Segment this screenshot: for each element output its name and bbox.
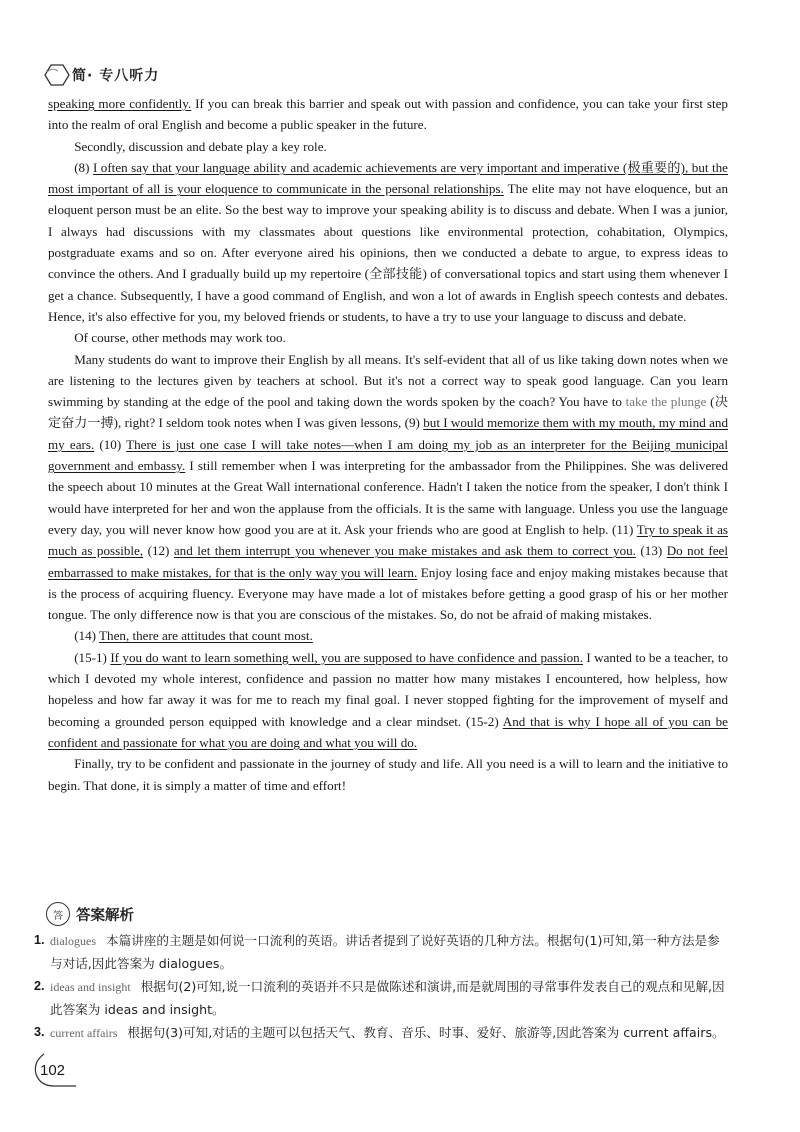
sentence-number: (12) (143, 543, 174, 559)
answer-item (34, 976, 732, 1020)
underlined-sentence: Then, there are attitudes that count most. (99, 628, 313, 644)
answer-body (50, 1022, 725, 1045)
sentence-number: (10) (94, 436, 127, 452)
paragraph-text: Many students do want to improve their English by all means. It's self-evident that all of us like taking down notes when we are listening to the lectures given by teachers at school. But it's not a correct way to speak good language. Can you learn swimming by standing at the edge of the pool and taking down the words spoken by the coach? You have to (48, 351, 728, 410)
paragraph-text: Secondly, discussion and debate play a key role. (74, 138, 327, 154)
paragraph-4 (48, 327, 728, 348)
paragraph-text: The elite may not have eloquence, but an eloquent person must be an elite. So the best way to improve your speaking ability is to discuss and debate. When I was a junior, I always had discussions with my classmates about questions like environmental protection, cohabitation, Olympics, postgraduate exams and so on. After everyone aired his opinions, then we conducted a debate to argue, to express ideas to convince the others. And I gradually build up my repertoire (全部技能) of conversational topics and start using them whenever I get a chance. Subsequently, I have a good command of English, and won a lot of awards in English speech contests and debates. Hence, it's also effective for you, my beloved friends or students, to have a try to use your language to discuss and debate. (48, 181, 728, 324)
paragraph-5 (48, 349, 728, 626)
answer-item (34, 1022, 732, 1045)
answer-body (50, 976, 732, 1020)
paragraph-1 (48, 93, 728, 136)
paragraph-6 (48, 625, 728, 646)
sentence-number: (8) (74, 159, 93, 175)
paragraph-text: If you can break this barrier and speak out with passion and confidence, you can take your first step into the realm of oral English and become a public speaker in the future. (48, 96, 728, 133)
sentence-number: (13) (635, 543, 667, 559)
answer-key: dialogues (50, 934, 96, 948)
paragraph-8 (48, 753, 728, 796)
answer-key: ideas and insight (50, 980, 131, 994)
paragraph-text: I still remember when I was interpreting for the ambassador from the Philippines. She was delivered the speech about 10 minutes at the Great Wall international conference. Hadn't I taken the notice from the speaker, I don't think I would have interpreted for her and won the applause from the officials. It is the same with language. Unless you use the language every day, you will never know how good you are at it. Ask your friends who are good at English to help. (11) (48, 458, 728, 537)
book-logo-icon (44, 63, 70, 87)
answer-section-title: 答案解析 (76, 907, 134, 924)
underlined-sentence: and let them interrupt you whenever you make mistakes and ask them to correct you. (173, 543, 636, 559)
answer-explanation: 根据句(2)可知,说一口流利的英语并不只是做陈述和演讲,而是就周围的寻常事件发表自己的观点和见解,因此答案为 ideas and insight。 (50, 979, 725, 1017)
answer-key: current affairs (50, 1026, 118, 1040)
answer-body (50, 930, 732, 974)
answer-explanation: 本篇讲座的主题是如何说一口流利的英语。讲话者提到了说好英语的几种方法。根据句(1)可知,第一种方法是参与对话,因此答案为 dialogues。 (50, 933, 720, 971)
page-number-text: 102 (40, 1062, 66, 1079)
paragraph-2 (48, 136, 728, 157)
answer-item (34, 930, 732, 974)
underlined-sentence: Do not feel embarrassed to make mistakes, for that is the only way you will learn. (48, 543, 728, 580)
underlined-sentence: Try to speak it as much as possible, (48, 521, 728, 559)
header-brand: 简 (72, 68, 87, 84)
underlined-sentence: And that is why I hope all of you can be confident and passionate for what you are doing and what you will do. (48, 713, 728, 750)
answer-number: 2. (34, 979, 45, 993)
paragraph-text: I wanted to be a teacher, to which I devoted my whole interest, confidence and passion no matter how many mistakes I encountered, how helpless, how hopeless and how far away it was for me to reach my final goal. I never stopped fighting for the improvement of myself and becoming a grounded person equipped with knowledge and a clear mindset. (15-2) (48, 649, 729, 729)
underlined-sentence: but I would memorize them with my mouth, my mind and my ears. (48, 415, 728, 452)
header-title: · 专八听力 (87, 68, 160, 84)
sentence-number: (15-1) (74, 649, 111, 665)
answer-badge-icon: 答 (46, 902, 70, 926)
page-number (30, 1050, 80, 1090)
answer-number: 1. (34, 933, 45, 947)
paragraph-text: Of course, other methods may work too. (74, 330, 286, 346)
answer-list (34, 930, 732, 1047)
paragraph-text: Finally, try to be confident and passionate in the journey of study and life. All you need is a will to learn and the initiative to begin. That done, it is simply a matter of time and effort! (48, 756, 728, 793)
paragraph-3 (48, 157, 728, 327)
sentence-number: (14) (74, 628, 100, 644)
answer-explanation: 根据句(3)可知,对话的主题可以包括天气、教育、音乐、时事、爱好、旅游等,因此答案为 current affairs。 (127, 1025, 725, 1040)
paragraph-text: (决定奋力一搏), right? I seldom took notes when I was given lessons, (9) (48, 394, 728, 431)
underlined-sentence: There is just one case I will take notes—when I am doing my job as an interpreter for the Beijing municipal government and embassy. (48, 436, 729, 474)
underlined-sentence: If you do want to learn something well, you are supposed to have confidence and passion. (110, 649, 583, 665)
paragraph-7 (48, 647, 728, 753)
underlined-sentence: I often say that your language ability and academic achievements are very important and imperative (极重要的), but the most important of all is your eloquence to communicate in the personal relationships. (48, 159, 728, 197)
answer-section-header (46, 902, 134, 926)
page-header (44, 60, 159, 90)
underlined-sentence: speaking more confidently. (48, 96, 192, 111)
idiom-phrase: take the plunge (625, 394, 707, 410)
paragraph-text: Enjoy losing face and enjoy making mistakes because that is the process of acquiring fluency. Everyone may have made a lot of mistakes before getting a good grasp of his or her mother tongue. The only difference now is that you are conscious of the mistakes. So, do not be afraid of making mistakes. (48, 564, 728, 623)
article-body (48, 93, 728, 796)
answer-number: 3. (34, 1025, 45, 1039)
